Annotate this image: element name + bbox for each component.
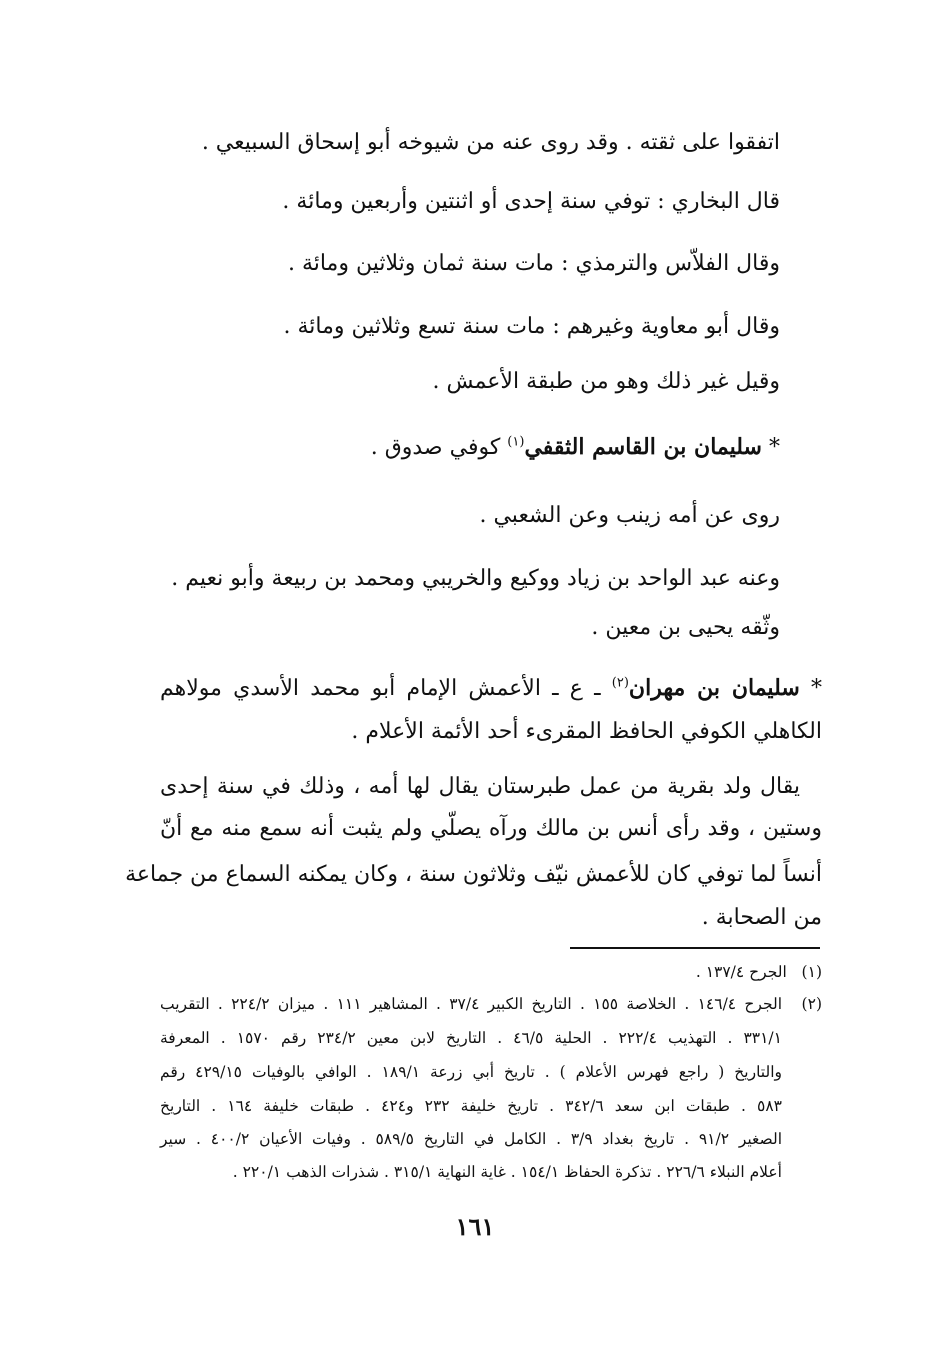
footnote-ref: (٢) bbox=[611, 675, 629, 691]
footnote-line: والتاريخ ( راجع فهرس الأعلام ) . تاريخ أبي زرعة ١٨٩/١ . الوافي بالوفيات ٤٢٩/١٥ رقم bbox=[160, 1063, 783, 1081]
footnote-ref: (١) bbox=[507, 434, 525, 450]
text-line: أنساً لما توفي كان للأعمش نيّف وثلاثون سنة ، وكان يمكنه السماع من جماعة bbox=[125, 862, 822, 887]
entry-heading bbox=[371, 434, 780, 462]
page-number: ١٦١ bbox=[455, 1212, 495, 1241]
footnote-separator bbox=[570, 947, 820, 949]
entry-description: كوفي صدوق . bbox=[370, 435, 501, 460]
footnote-number: (١) bbox=[801, 963, 822, 981]
entry-heading bbox=[160, 675, 822, 703]
text-line: وقال أبو معاوية وغيرهم : مات سنة تسع وثلاثين ومائة . bbox=[283, 314, 780, 339]
text-line: وعنه عبد الواحد بن زياد ووكيع والخريبي ومحمد بن ربيعة وأبو نعيم . bbox=[171, 566, 780, 591]
text-line: قال البخاري : توفي سنة إحدى أو اثنتين وأربعين ومائة . bbox=[282, 189, 780, 214]
footnote-line: ٣٣١/١ . التهذيب ٢٢٢/٤ . الحلية ٤٦/٥ . التاريخ لابن معين ٢٣٤/٢ رقم ١٥٧٠ . المعرفة bbox=[160, 1029, 782, 1047]
footnote-number: (٢) bbox=[801, 995, 822, 1013]
text-line: من الصحابة . bbox=[701, 905, 822, 930]
text-line: وستين ، وقد رأى أنس بن مالك ورآه يصلّي ولم يثبت أنه سمع منه مع أنّ bbox=[160, 816, 822, 841]
entry-marker: * bbox=[769, 435, 780, 460]
entry-name: سليمان بن القاسم الثقفي bbox=[524, 434, 762, 460]
footnote-text: الجرح ١٣٧/٤ . bbox=[695, 963, 787, 981]
entry-name: سليمان بن مهران bbox=[628, 675, 800, 701]
text-line: يقال ولد بقرية من عمل طبرستان يقال لها أمه ، وذلك في سنة إحدى bbox=[160, 774, 800, 799]
footnote bbox=[696, 963, 822, 982]
text-line: روى عن أمه زينب وعن الشعبي . bbox=[479, 503, 780, 528]
footnote-line: الجرح ١٤٦/٤ . الخلاصة ١٥٥ . التاريخ الكبير ٣٧/٤ . المشاهير ١١١ . ميزان ٢٢٤/٢ . التقريب bbox=[160, 995, 782, 1013]
entry-marker: * bbox=[811, 676, 822, 701]
text-line: الكاهلي الكوفي الحافظ المقرىء أحد الأئمة الأعلام . bbox=[351, 719, 822, 744]
entry-description: ـ ع ـ الأعمش الإمام أبو محمد الأسدي مولاهم bbox=[160, 676, 601, 701]
text-line: وثّقه يحيى بن معين . bbox=[591, 615, 780, 640]
footnote-line: أعلام النبلاء ٢٢٦/٦ . تذكرة الحفاظ ١٥٤/١ . غاية النهاية ٣١٥/١ . شذرات الذهب ٢٢٠/١ . bbox=[232, 1163, 782, 1181]
text-line: وقال الفلاّس والترمذي : مات سنة ثمان وثلاثين ومائة . bbox=[287, 251, 780, 276]
footnote-line: الصغير ٩١/٢ . تاريخ بغداد ٣/٩ . الكامل في التاريخ ٥٨٩/٥ . وفيات الأعيان ٤٠٠/٢ . سير bbox=[160, 1130, 783, 1148]
footnote-line: ٥٨٣ . طبقات ابن سعد ٣٤٢/٦ . تاريخ خليفة ٢٣٢ و٤٢٤ . طبقات خليفة ١٦٤ . التاريخ bbox=[160, 1097, 782, 1115]
text-line: وقيل غير ذلك وهو من طبقة الأعمش . bbox=[432, 369, 780, 394]
text-line: اتفقوا على ثقته . وقد روى عنه من شيوخه أبو إسحاق السبيعي . bbox=[201, 130, 780, 155]
